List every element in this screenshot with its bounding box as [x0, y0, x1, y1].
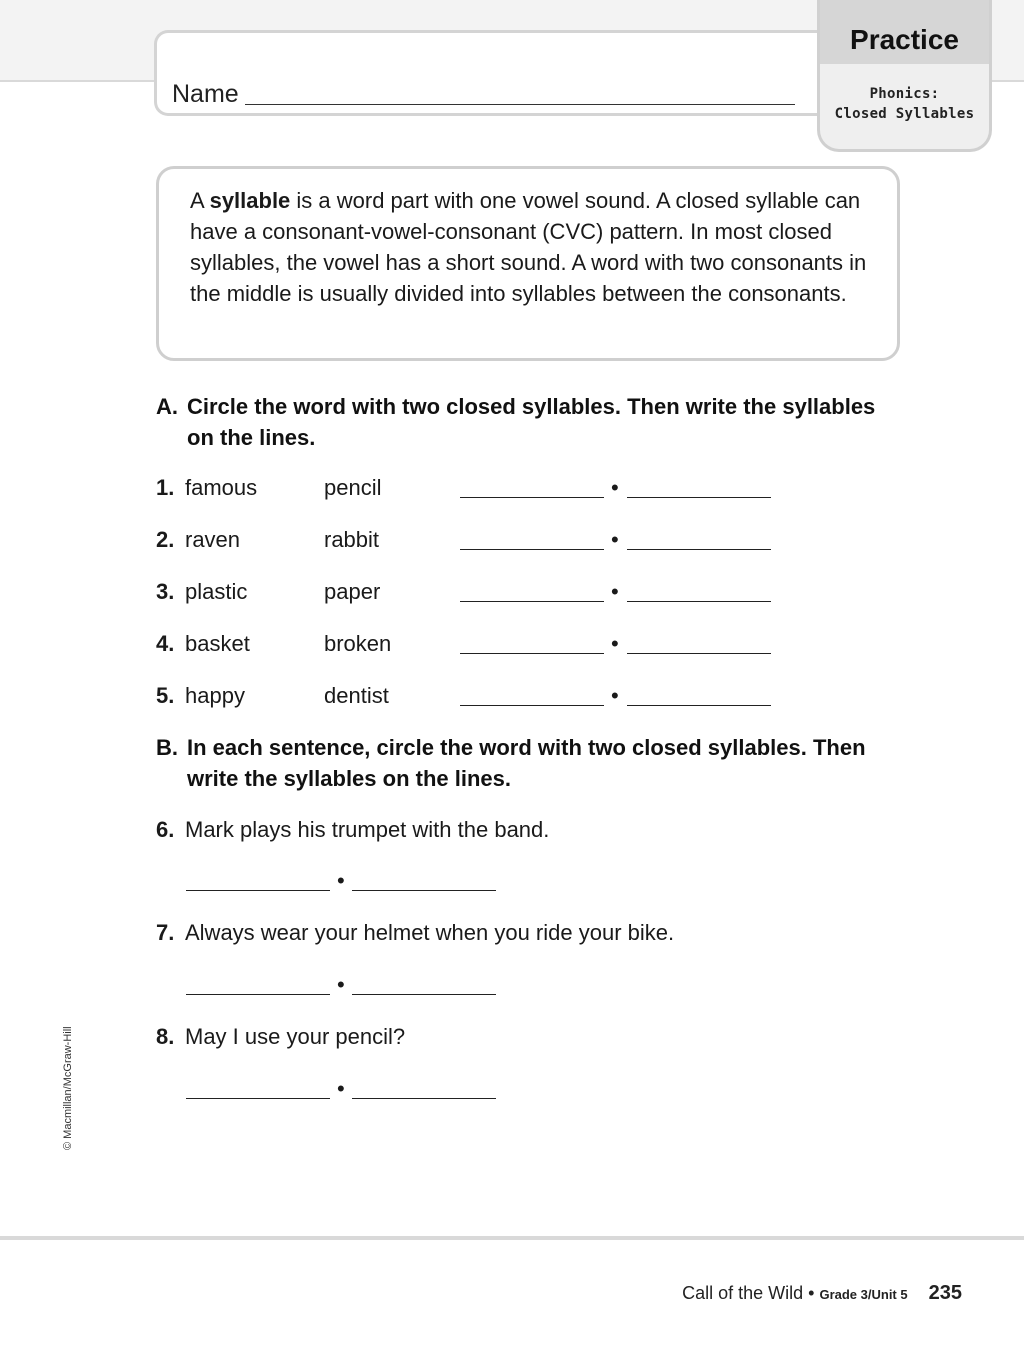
item-row [156, 631, 856, 661]
answer-row [156, 1076, 856, 1106]
practice-title: Practice [850, 24, 959, 55]
practice-tab [817, 0, 992, 152]
sentence-text[interactable]: Mark plays his trumpet with the band. [185, 817, 550, 842]
footer-divider [0, 1236, 1024, 1240]
page-number: 235 [928, 1282, 962, 1304]
section-b-letter: B. [156, 735, 178, 760]
definition-pre: A [190, 188, 210, 213]
sentence-text[interactable]: May I use your pencil? [185, 1024, 406, 1049]
syllable-blank-2[interactable] [352, 890, 496, 891]
word-choice-2[interactable]: dentist [324, 683, 389, 708]
sentence-item [156, 817, 856, 847]
word-choice-1[interactable]: raven [185, 527, 241, 552]
syllable-blank-2[interactable] [627, 549, 771, 550]
definition-text [190, 185, 880, 309]
word-choice-2[interactable]: paper [324, 579, 381, 604]
footer-title: Call of the Wild [682, 1283, 804, 1303]
sentence-item [156, 920, 856, 950]
item-row [156, 683, 856, 713]
word-choice-2[interactable]: broken [324, 631, 392, 656]
bullet-separator: • [611, 579, 619, 604]
syllable-blank-1[interactable] [186, 1098, 330, 1099]
practice-subtitle-line2: Closed Syllables [834, 106, 975, 122]
syllable-blank-2[interactable] [627, 601, 771, 602]
sentence-item [156, 1024, 856, 1054]
syllable-blank-2[interactable] [352, 1098, 496, 1099]
item-row [156, 579, 856, 609]
bullet-separator: • [611, 527, 619, 552]
word-choice-1[interactable]: happy [185, 683, 245, 708]
syllable-blank-2[interactable] [627, 653, 771, 654]
practice-subtitle-line1: Phonics: [869, 86, 940, 102]
bullet-separator: • [337, 868, 345, 893]
copyright-notice: © Macmillan/McGraw-Hill [62, 1026, 74, 1150]
word-choice-1[interactable]: plastic [185, 579, 248, 604]
syllable-blank-1[interactable] [460, 601, 604, 602]
section-b-text: In each sentence, circle the word with two closed syllables. Then write the syllables on the lines. [187, 735, 866, 791]
syllable-blank-1[interactable] [460, 653, 604, 654]
word-choice-1[interactable]: famous [185, 475, 258, 500]
item-number: 8. [156, 1024, 175, 1049]
footer-grade: Grade 3/Unit 5 [819, 1287, 908, 1302]
bullet-separator: • [808, 1283, 815, 1303]
section-a-text: Circle the word with two closed syllables. Then write the syllables on the lines. [187, 394, 876, 450]
syllable-blank-1[interactable] [460, 497, 604, 498]
syllable-blank-1[interactable] [460, 549, 604, 550]
item-number: 2. [156, 527, 175, 552]
item-number: 6. [156, 817, 175, 842]
syllable-blank-2[interactable] [627, 497, 771, 498]
answer-row [156, 868, 856, 898]
section-a-instruction [156, 391, 896, 461]
syllable-blank-1[interactable] [186, 994, 330, 995]
footer [682, 1282, 962, 1305]
bullet-separator: • [611, 631, 619, 656]
item-number: 5. [156, 683, 175, 708]
section-b-instruction [156, 732, 896, 802]
item-row [156, 527, 856, 557]
item-number: 4. [156, 631, 175, 656]
item-row [156, 475, 856, 505]
syllable-blank-2[interactable] [352, 994, 496, 995]
word-choice-2[interactable]: rabbit [324, 527, 380, 552]
item-number: 1. [156, 475, 175, 500]
answer-row [156, 972, 856, 1002]
syllable-blank-2[interactable] [627, 705, 771, 706]
word-choice-1[interactable]: basket [185, 631, 250, 656]
definition-rest: is a word part with one vowel sound. A closed syllable can have a consonant-vowel-consonant (CVC) pattern. In most closed syllables, the vowel has a short sound. A word with two consonants in the middle is usually divided into syllables between the consonants. [190, 188, 867, 306]
word-choice-2[interactable]: pencil [324, 475, 382, 500]
item-number: 3. [156, 579, 175, 604]
bullet-separator: • [337, 972, 345, 997]
sentence-text[interactable]: Always wear your helmet when you ride your bike. [185, 920, 675, 945]
bullet-separator: • [611, 683, 619, 708]
syllable-blank-1[interactable] [186, 890, 330, 891]
definition-keyword: syllable [209, 188, 291, 213]
bullet-separator: • [611, 475, 619, 500]
section-a-letter: A. [156, 394, 178, 419]
syllable-blank-1[interactable] [460, 705, 604, 706]
item-number: 7. [156, 920, 175, 945]
bullet-separator: • [337, 1076, 345, 1101]
name-field-line[interactable] [245, 104, 795, 105]
name-label: Name [172, 80, 239, 108]
